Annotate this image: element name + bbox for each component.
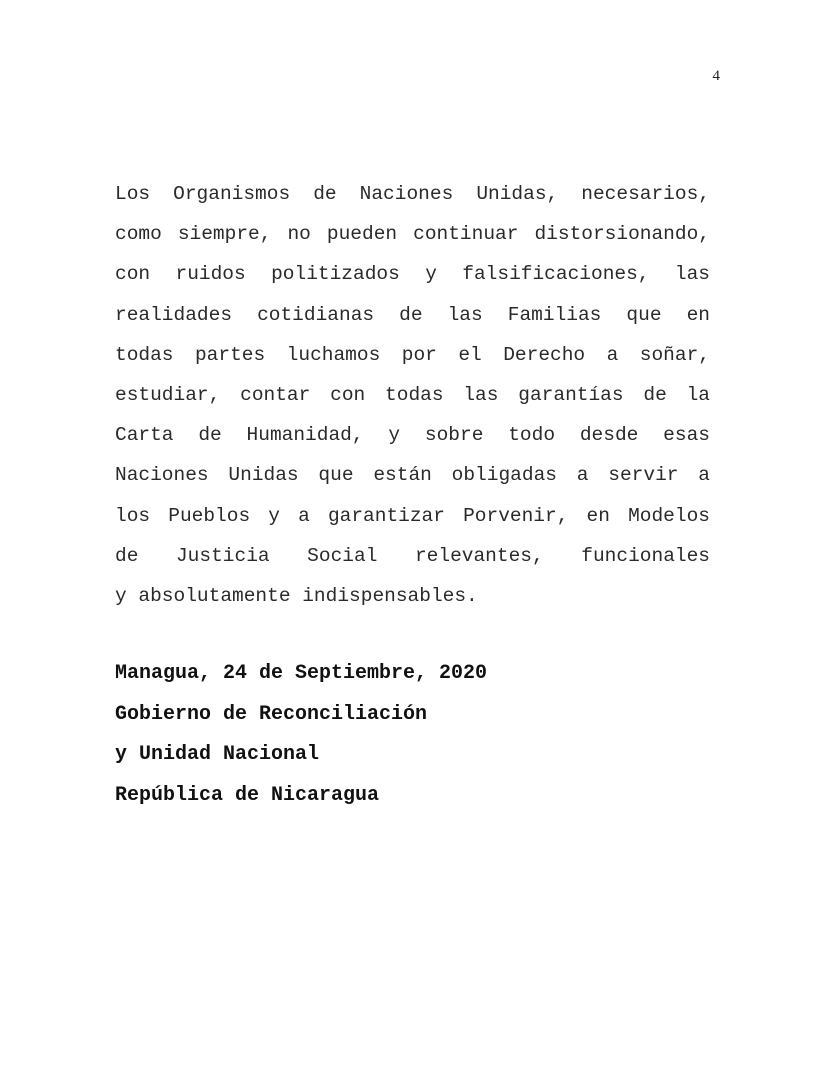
paragraph-line: Naciones Unidas que están obligadas a servir a <box>115 464 710 487</box>
paragraph-line: Los Organismos de Naciones Unidas, necesarios, <box>115 183 710 205</box>
paragraph-line: como siempre, no pueden continuar distorsionando, <box>115 223 710 246</box>
paragraph-line: de Justicia Social relevantes, funcionales <box>115 544 710 567</box>
page-number: 4 <box>712 68 720 84</box>
signature-block <box>115 654 715 816</box>
signature-date-line: Managua, 24 de Septiembre, 2020 <box>115 662 488 685</box>
signature-country-line: República de Nicaragua <box>115 783 380 807</box>
paragraph-line: y absolutamente indispensables. <box>115 585 478 608</box>
paragraph-line: realidades cotidianas de las Familias que en <box>115 303 710 326</box>
signature-government-line: y Unidad Nacional <box>115 743 320 766</box>
paragraph-line: estudiar, contar con todas las garantías de la <box>115 384 710 407</box>
paragraph-line: con ruidos politizados y falsificaciones, las <box>115 263 710 286</box>
paragraph-line: todas partes luchamos por el Derecho a soñar, <box>115 343 710 366</box>
body-paragraph <box>115 174 710 616</box>
paragraph-line: Carta de Humanidad, y sobre todo desde esas <box>115 424 710 447</box>
signature-government-line: Gobierno de Reconciliación <box>115 702 428 726</box>
paragraph-line: los Pueblos y a garantizar Porvenir, en Modelos <box>115 504 710 527</box>
